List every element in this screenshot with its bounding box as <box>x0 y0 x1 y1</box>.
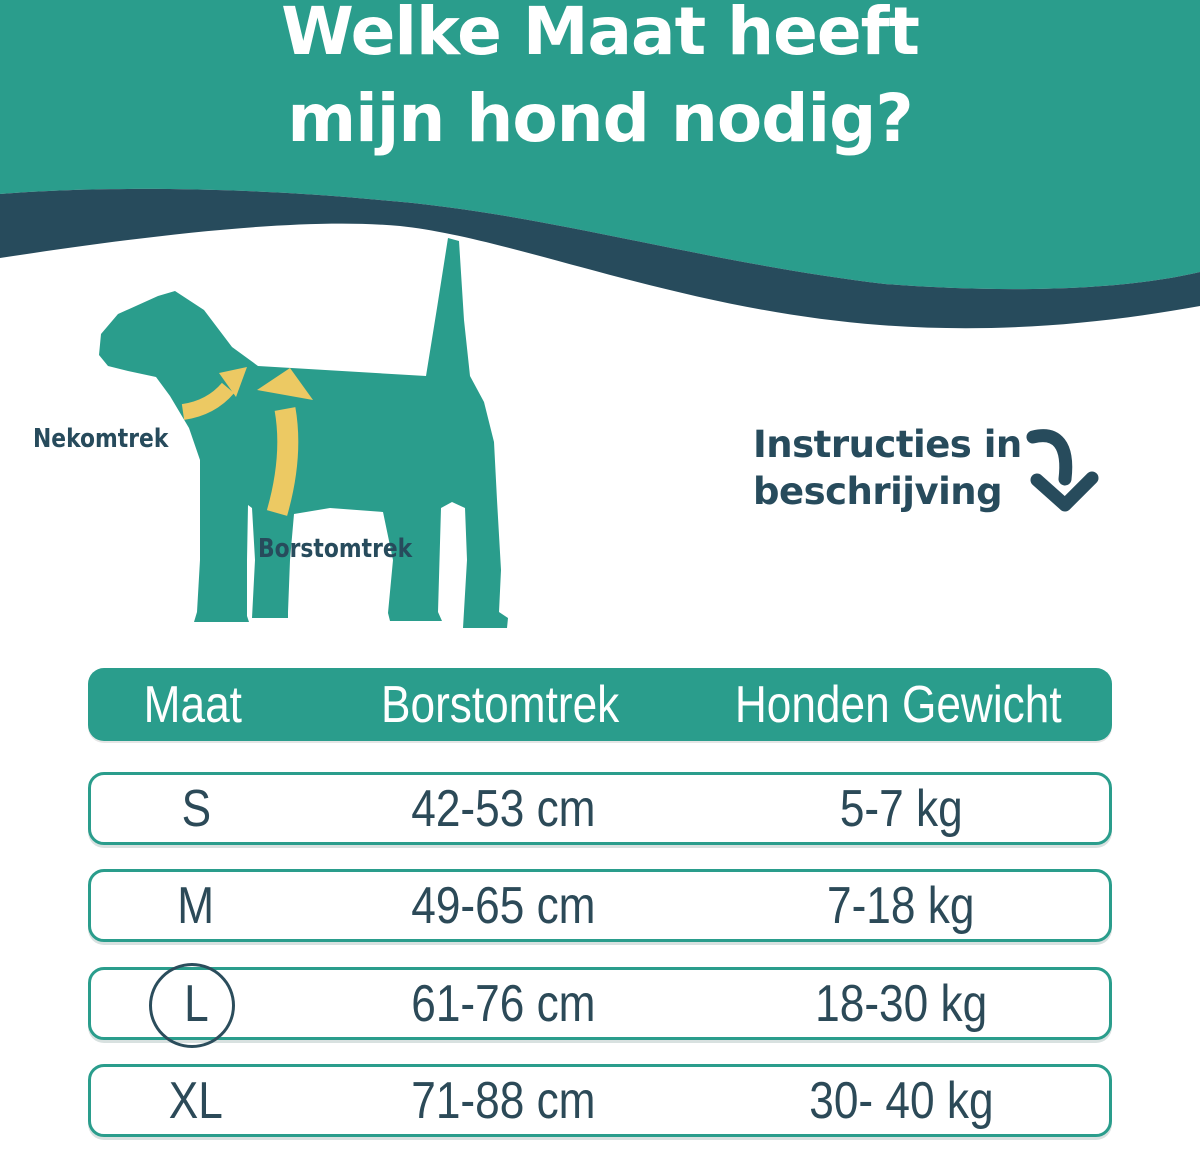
cell-size: S <box>181 779 211 838</box>
size-l-highlight-circle <box>149 963 235 1048</box>
instructions-line1: Instructies in <box>753 423 1022 466</box>
table-row-l <box>88 967 1112 1040</box>
cell-chest: 71-88 cm <box>410 1071 596 1130</box>
cell-weight: 5-7 kg <box>839 779 963 838</box>
table-row-xl <box>88 1064 1112 1137</box>
cell-chest: 49-65 cm <box>410 876 596 935</box>
cell-size: XL <box>168 1071 224 1130</box>
table-row-m <box>88 869 1112 942</box>
cell-weight: 30- 40 kg <box>808 1071 994 1130</box>
table-row-s <box>88 772 1112 845</box>
cell-chest: 61-76 cm <box>410 974 596 1033</box>
page-title <box>0 0 1200 162</box>
header-chest: Borstomtrek <box>380 675 620 734</box>
page-title-line2: mijn hond nodig? <box>287 80 913 157</box>
instructions-line2: beschrijving <box>753 470 1003 513</box>
header-size: Maat <box>143 675 243 734</box>
cell-weight: 18-30 kg <box>814 974 988 1033</box>
page-title-line1: Welke Maat heeft <box>281 0 919 70</box>
chest-measure-arrow <box>277 409 288 513</box>
instructions-note <box>753 421 1022 515</box>
cell-size: L <box>183 974 209 1033</box>
cell-chest: 42-53 cm <box>410 779 596 838</box>
cell-weight: 7-18 kg <box>827 876 975 935</box>
curved-down-arrow-icon <box>1015 423 1105 518</box>
cell-size: M <box>177 876 215 935</box>
chest-girth-label: Borstomtrek <box>258 534 413 564</box>
size-table-header <box>88 668 1112 741</box>
header-weight: Honden Gewicht <box>734 675 1062 734</box>
neck-girth-label: Nekomtrek <box>33 424 169 454</box>
